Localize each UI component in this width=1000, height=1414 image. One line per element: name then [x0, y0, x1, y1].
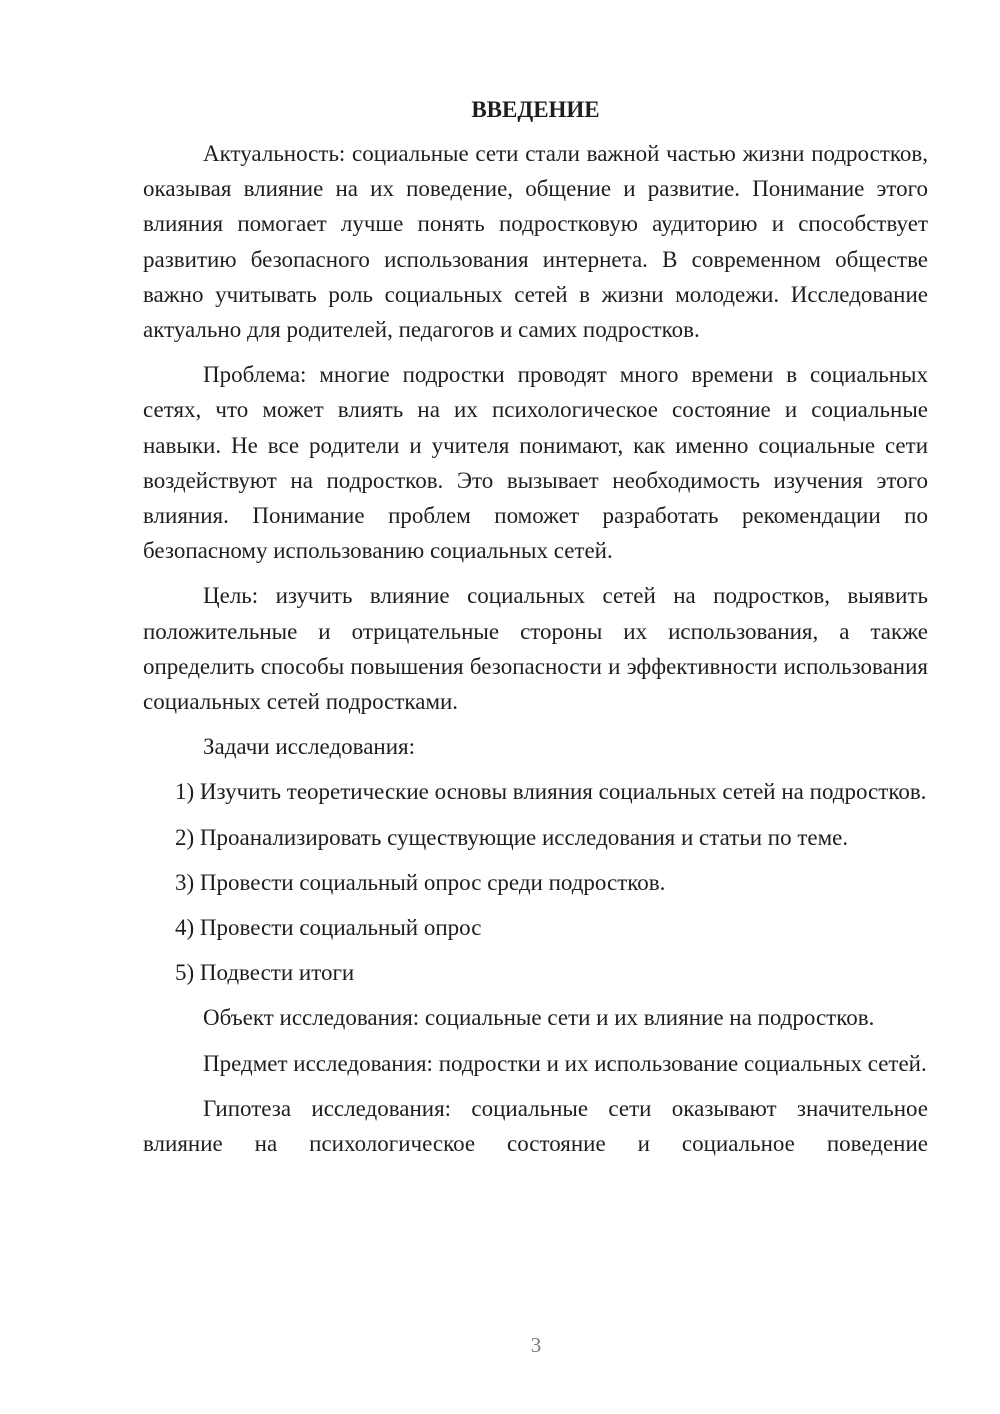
subject-paragraph: Предмет исследования: подростки и их использование социальных сетей. — [203, 1050, 927, 1076]
hypothesis-paragraph: Гипотеза исследования: социальные сети оказывают значительное влияние на психологическое состояние и социальное поведение — [143, 1095, 928, 1157]
task-item-4: 4) Провести социальный опрос — [175, 915, 482, 941]
section-heading: ВВЕДЕНИЕ — [471, 97, 600, 122]
task-item-2: 2) Проанализировать существующие исследования и статьи по теме. — [175, 824, 849, 850]
object-paragraph: Объект исследования: социальные сети и их влияние на подростков. — [203, 1005, 875, 1031]
page-content — [143, 96, 928, 1171]
task-item-5: 5) Подвести итоги — [175, 960, 355, 986]
task-item-3: 3) Провести социальный опрос среди подростков. — [175, 869, 666, 895]
relevance-paragraph: Актуальность: социальные сети стали важной частью жизни подростков, оказывая влияние на их поведение, общение и развитие. Понимание этого влияния помогает лучше понять подростковую аудиторию и способствует развитию безопасного использования интернета. В современном обществе важно учитывать роль социальных сетей в жизни молодежи. Исследование актуально для родителей, педагогов и самих подростков. — [143, 141, 928, 343]
task-item-1: 1) Изучить теоретические основы влияния социальных сетей на подростков. — [175, 779, 927, 805]
tasks-title: Задачи исследования: — [203, 734, 416, 760]
goal-paragraph: Цель: изучить влияние социальных сетей на подростков, выявить положительные и отрицательные стороны их использования, а также определить способы повышения безопасности и эффективности использования социальных сетей подростками. — [143, 583, 928, 715]
page-number: 3 — [530, 1333, 542, 1357]
problem-paragraph: Проблема: многие подростки проводят много времени в социальных сетях, что может влиять на их психологическое состояние и социальные навыки. Не все родители и учителя понимают, как именно социальные сети воздействуют на подростков. Это вызывает необходимость изучения этого влияния. Понимание проблем поможет разработать рекомендации по безопасному использованию социальных сетей. — [143, 362, 928, 564]
